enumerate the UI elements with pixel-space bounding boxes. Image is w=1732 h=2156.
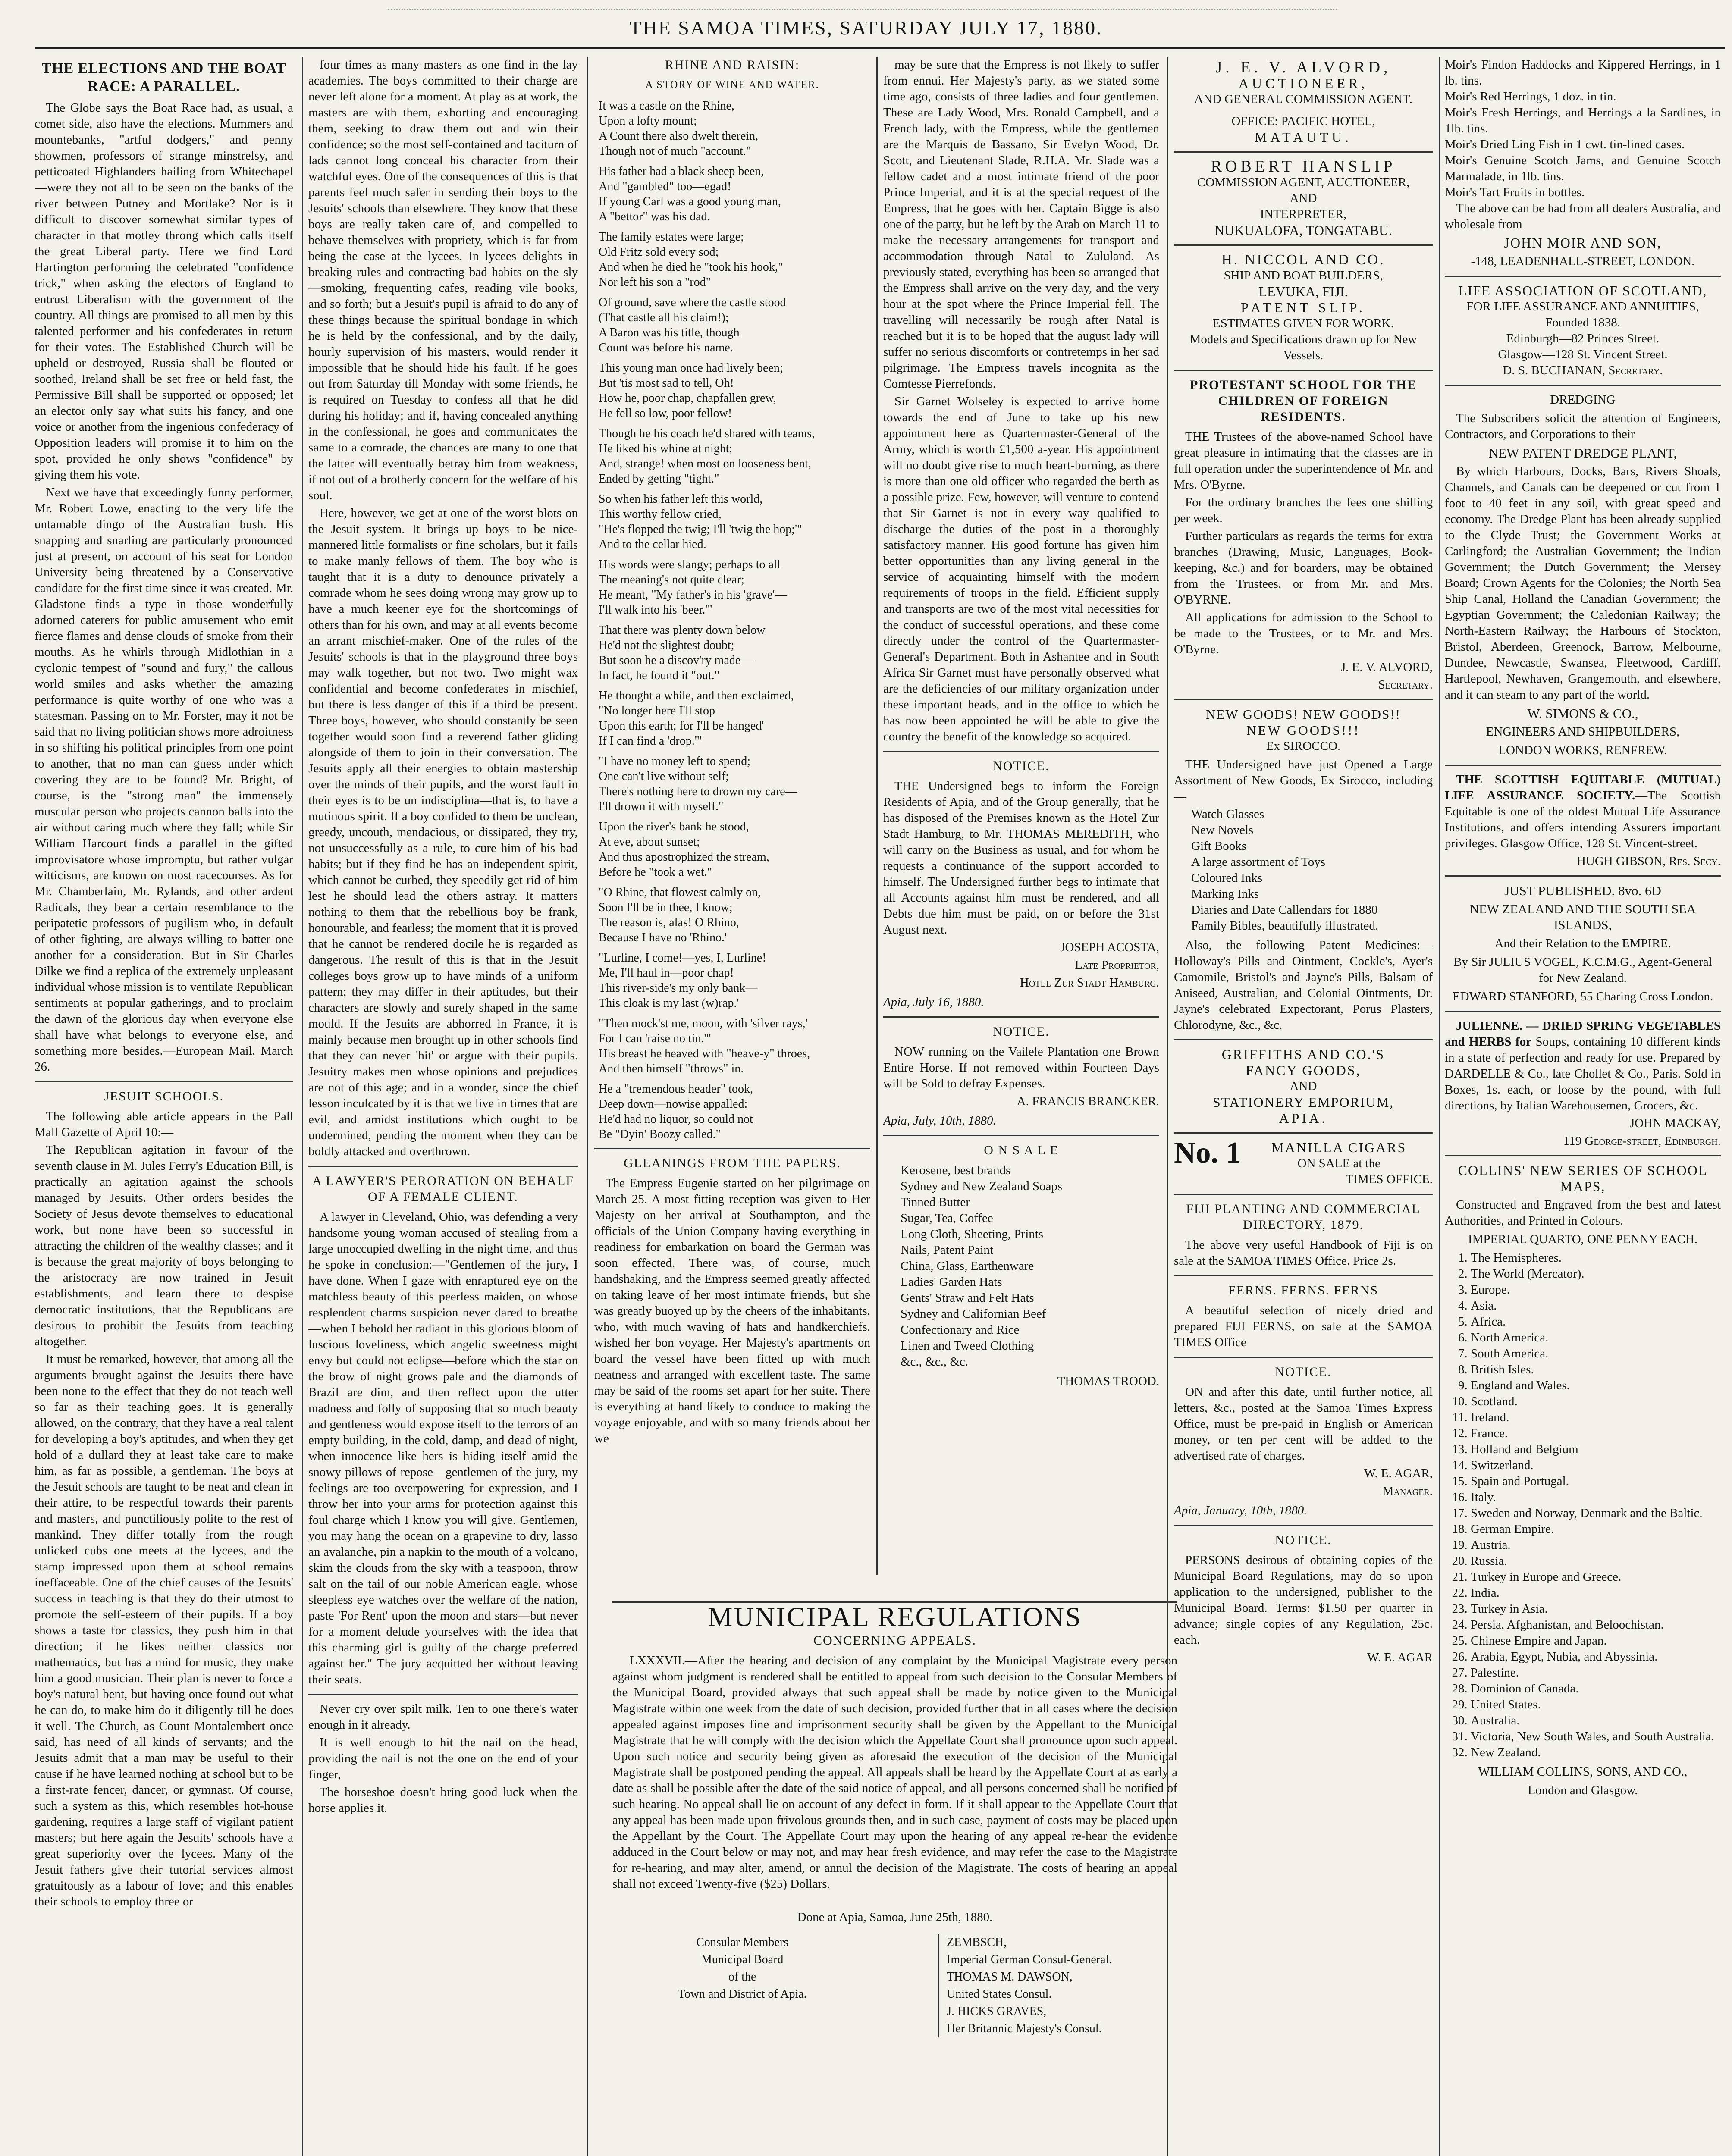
divider	[1445, 1155, 1721, 1156]
ad-line: AND	[1290, 191, 1317, 205]
divider	[1174, 1132, 1433, 1134]
ad-text-inline: —The Scottish Equitable is one of the oldest Mutual Life Assurance Institutions, and offers intending Assurers important privileges. Glasgow Office, 128 St. Vincent-street.	[1445, 789, 1721, 850]
signatory-label: Town and District of Apia.	[678, 1987, 807, 2001]
notice-date: Apia, January, 10th, 1880.	[1174, 1504, 1307, 1517]
column-5	[1174, 57, 1433, 2156]
divider	[308, 1694, 578, 1695]
ad-office: OFFICE: PACIFIC HOTEL,	[1231, 114, 1375, 128]
poem-stanza: This young man once had lively been; But 'tis most sad to tell, Oh! How he, poor chap, chapfallen grew, He fell so low, poor fellow!	[599, 361, 783, 420]
signatory-name: THOMAS M. DAWSON,	[947, 1970, 1073, 1984]
ad-place: NUKUALOFA, TONGATABU.	[1214, 222, 1393, 238]
moir-product: Moir's Genuine Scotch Jams, and Genuine Scotch Marmalade, in 1lb. tins.	[1445, 154, 1721, 183]
goods-item: Watch Glasses	[1191, 807, 1264, 821]
map-item: 2. The World (Mercator).	[1471, 1266, 1721, 1282]
divider	[35, 1081, 293, 1082]
sale-item: Sydney and New Zealand Soaps	[901, 1179, 1063, 1193]
sale-item: Kerosene, best brands	[901, 1163, 1011, 1177]
divider	[1174, 1275, 1433, 1276]
article-paragraph: The Empress Eugenie started on her pilgrimage on March 25. A most fitting reception was given to Her Majesty on her arrival at Southampton, and the officials of the Union Company having everything in readiness for embarkation on board the German was soon effected. There was, of course, much handshaking, and the Empress seemed greatly affected on taking leave of her most intimate friends, but she was greatly buoyed up by the cheers of the inhabitants, who, with much waving of hats and handkerchiefs, wished her bon voyage. Her Majesty's apartments on board the vessel have been fitted up with much neatness and arranged with excellent taste. The same may be said of the rooms set apart for her suite. There is everything at hand likely to conduce to making the voyage enjoyable, and with so many friends about her we	[594, 1176, 870, 1445]
sale-item: Gents' Straw and Felt Hats	[901, 1291, 1034, 1305]
municipal-signatories	[612, 1934, 1177, 2037]
goods-item: Marking Inks	[1191, 887, 1259, 901]
map-item: 26. Arabia, Egypt, Nubia, and Abyssinia.	[1471, 1649, 1721, 1665]
ad-text: For the ordinary branches the fees one shilling per week.	[1174, 495, 1433, 525]
municipal-title: MUNICIPAL REGULATIONS	[708, 1601, 1082, 1632]
sale-item: China, Glass, Earthenware	[901, 1259, 1034, 1273]
map-item: 6. North America.	[1471, 1330, 1721, 1346]
map-item: 11. Ireland.	[1471, 1410, 1721, 1426]
map-item: 7. South America.	[1471, 1346, 1721, 1362]
ad-niccol	[1174, 252, 1433, 364]
signatory-name: Imperial German Consul-General.	[947, 1953, 1112, 1966]
notice-date: Apia, July, 10th, 1880.	[883, 1114, 996, 1128]
ad-name: H. NICCOL AND CO.	[1221, 252, 1385, 268]
ad-heading: FIJI PLANTING AND COMMERCIAL DIRECTORY, 1879.	[1186, 1202, 1421, 1232]
ad-heading: LIFE ASSOCIATION OF SCOTLAND,	[1458, 283, 1707, 298]
ad-text: By which Harbours, Docks, Bars, Rivers Shoals, Channels, and Canals can be deepened or cut from 1 foot to 40 feet in any soil, with great speed and economy. The Dredge Plant has been already supplied to the Clyde Trust; the Government Works at Carlingford; the Australian Government; the Indian Government; the Dutch Government; the Mersey Board; Crown Agents for the Colonies; the North Sea Ship Canal, Holland the Canadian Government; the Egyptian Government; the Caledonian Railway; the North-Eastern Railway; the Harbours of Stockton, Bristol, Aberdeen, Greenock, Barrow, Melbourne, Dundee, Newcastle, Swansea, Fleetwood, Cardiff, Hartlepool, Newhaven, Grangemouth, and elsewhere, and it can steam to any part of the world.	[1445, 464, 1721, 702]
map-item: 21. Turkey in Europe and Greece.	[1471, 1569, 1721, 1585]
sale-item: &c., &c., &c.	[901, 1355, 969, 1369]
sale-item: Linen and Tweed Clothing	[901, 1339, 1034, 1353]
signature: 119 George-street, Edinburgh.	[1563, 1134, 1721, 1148]
notice-text: NOW running on the Vailele Plantation one Brown Entire Horse. If not removed within Fourteen Days will be Sold to defray Expenses.	[883, 1045, 1159, 1091]
ad-text: THE Trustees of the above-named School have great pleasure in intimating that the classes are in full operation under the superintendence of Mr. and Mrs. O'Byrne.	[1174, 430, 1433, 492]
map-item: 15. Spain and Portugal.	[1471, 1473, 1721, 1489]
map-item: 10. Scotland.	[1471, 1394, 1721, 1410]
sale-item: Sydney and Californian Beef	[901, 1307, 1046, 1321]
map-item: 19. Austria.	[1471, 1537, 1721, 1553]
goods-item: Diaries and Date Callendars for 1880	[1191, 903, 1378, 917]
filler-paragraph: The horseshoe doesn't bring good luck when the horse applies it.	[308, 1785, 578, 1815]
poem-stanza: "O Rhine, that flowest calmly on, Soon I'll be in thee, I know; The reason is, alas! O Rhino, Because I have no 'Rhino.'	[599, 886, 761, 944]
masthead-dotted-rule	[388, 9, 1337, 11]
municipal-done: Done at Apia, Samoa, June 25th, 1880.	[797, 1910, 993, 1924]
column-rule	[876, 57, 878, 1575]
divider	[883, 751, 1159, 752]
map-item: 14. Switzerland.	[1471, 1457, 1721, 1473]
signature: THOMAS TROOD.	[1057, 1374, 1159, 1388]
map-item: 12. France.	[1471, 1426, 1721, 1442]
ad-line: NEW ZEALAND AND THE SOUTH SEA ISLANDS,	[1469, 902, 1696, 932]
signature: Hotel Zur Stadt Hamburg.	[1020, 976, 1159, 990]
ad-heading: THE SCOTTISH EQUITABLE (MUTUAL) LIFE ASSURANCE SOCIETY.	[1445, 773, 1721, 802]
column-6	[1445, 57, 1721, 2156]
map-item: 24. Persia, Afghanistan, and Beloochistan.	[1471, 1617, 1721, 1633]
notice-heading: NOTICE.	[1275, 1533, 1332, 1547]
ad-hanslip	[1174, 159, 1433, 238]
poem-stanza: "Then mock'st me, moon, with 'silver rays,' For I can 'raise no tin.'" His breast he heaved with "heave-y" throes, And then himself "throws" in.	[599, 1017, 810, 1075]
article-paragraph: Sir Garnet Wolseley is expected to arrive home towards the end of June to take up his new appointment here as Quartermaster-General of the Army, which is worth £1,500 a-year. His appointment will no doubt give rise to much heart-burning, as there is more than one old officer who regarded the berth as a possible prize. Few, however, will venture to contend that Sir Garnet is not in every way qualified to discharge the duties of the post in a thoroughly satisfactory manner. His good fortune has given him better opportunities than any living general in the service of acquainting himself with the modern requirements of troops in the field. Efficient supply and transports are two of the most vital necessities for the conduct of successful operations, and these come directly under the control of the Quartermaster-General's Department. Both in Ashantee and in South Africa Sir Garnet must have personally observed what are the deficiencies of our military organization under these important heads, and in the office to which he has now been appointed he will be able to give the country the benefit of the knowledge so acquired.	[883, 395, 1159, 743]
article-paragraph: four times as many masters as one find in the lay academies. The boys committed to their charge are never left alone for a moment. At play as at work, the masters are with them, exhorting and encouraging them, seeking to draw them out and win their confidence; so the most self-contained and taciturn of lads cannot long conceal his character from their watchful eyes. One of the consequences of this is that parents feel much safer in sending their boys to the Jesuits' schools than elsewhere. They know that these boys are really taken care of, and compelled to behave themselves with propriety, which is far from being the case at the lycees. In lycees delights in breaking rules and contracting bad habits on the sly—smoking, frequenting cafes, reading vile books, and so forth; but a Jesuit's pupil is afraid to do any of these things because the spiritual bondage in which he is held by the confessional, and by the daily, hourly supervision of his masters, would render it impossible that he should hide his fault. If he goes out from Saturday till Monday with some friends, he is required on Tuesday to confess all that he did during his holiday; and if, having concealed anything in the confessional, he goes and communicates the same to a comrade, the chances are many to one that the latter will eventually betray him from weakness, if not out of a brotherly concern for the welfare of his soul.	[308, 58, 578, 502]
municipal-text: LXXXVII.—After the hearing and decision of any complaint by the Municipal Magistrate every person against whom judgment is rendered shall be entitled to appeal from such decision to the Consular Members of the Municipal Board, provided always that such appeal shall be made by notice given to the Municipal Magistrate within one week from the date of such decision, provided further that in all cases where the decision appealed against imposes fine and imprisonment security shall be given by the Appellant to the Municipal Magistrate that he will comply with the decision which the Appellate Court shall pronounce upon such appeal. Upon such notice and security being given as aforesaid the execution of the decision of the Municipal Magistrate shall be postponed pending the appeal. All appeals shall be heard by the Appellate Court at as early a date as shall be possible after the date of the said notice of appeal, and all persons concerned shall be notified of such hearing. No appeal shall lie on account of any defect in form. If it shall appear to the Appellate Court that any appeal has been made upon frivolous grounds then, and in such case, payment of costs may be placed upon the Appellant by the Court. The Appellate Court may upon the hearing of any appeal re-hear the evidence adduced in the Court below or may not, and may hear fresh evidence, and may refer the case to the Magistrate for re-hearing, and may alter, amend, or annul the decision of the Magistrate. The costs of hearing an appeal shall not exceed Twenty-five ($25) Dollars.	[612, 1654, 1177, 1891]
article-paragraph: The Republican agitation in favour of the seventh clause in M. Jules Ferry's Education Bill, is practically an agitation against the schools managed by Jesuits. Other orders besides the Society of Jesus devote themselves to educational work, but none have been so successful in attracting the children of the wealthy classes; and it is because the great majority of boys belonging to the aristocracy are now trained in Jesuit establishments, and learn there to despise democratic institutions, that the Republicans are desirous to prohibit the Jesuits from teaching altogether.	[35, 1143, 293, 1348]
ad-line: ENGINEERS AND SHIPBUILDERS,	[1486, 725, 1680, 739]
signature: Late Proprietor,	[1075, 958, 1159, 972]
moir-product: Moir's Dried Ling Fish in 1 cwt. tin-lined cases.	[1445, 138, 1685, 151]
ad-text: Also, the following Patent Medicines:—Holloway's Pills and Ointment, Cockle's, Ayer's Camomile, Bristol's and Jayne's Pills, Balsam of Aniseed, Australian, and Colonial Ointments, Dr. Jayne's celebrated Expectorant, Porus Plasters, Chlorodyne, &c., &c.	[1174, 938, 1433, 1032]
ad-place: MATAUTU.	[1255, 129, 1352, 145]
column-4	[883, 57, 1159, 1583]
signatory-names	[938, 1934, 1112, 2037]
poem-stanza: Upon the river's bank he stood, At eve, about sunset; And thus apostrophized the stream, Before he "took a wet."	[599, 820, 769, 879]
ad-cigars	[1174, 1136, 1433, 1188]
map-item: 13. Holland and Belgium	[1471, 1442, 1721, 1457]
column-rule	[1439, 57, 1440, 2156]
map-item: 3. Europe.	[1471, 1282, 1721, 1298]
sale-item: Tinned Butter	[901, 1195, 970, 1209]
divider	[1174, 151, 1433, 153]
ad-heading: JUST PUBLISHED. 8vo. 6D	[1504, 883, 1661, 898]
divider	[1174, 1194, 1433, 1195]
map-item: 17. Sweden and Norway, Denmark and the Baltic.	[1471, 1505, 1721, 1521]
ad-heading: DREDGING	[1550, 393, 1616, 407]
moir-product-list	[1445, 57, 1721, 201]
divider	[1174, 1039, 1433, 1040]
ad-place: LEVUKA, FIJI.	[1258, 284, 1348, 299]
ad-alvord	[1174, 60, 1433, 145]
signatory-name: United States Consul.	[947, 1987, 1052, 2001]
ad-line: By Sir JULIUS VOGEL, K.C.M.G., Agent-General for New Zealand.	[1453, 955, 1712, 985]
map-item: 27. Palestine.	[1471, 1665, 1721, 1681]
municipal-regulations	[612, 1595, 1177, 2037]
article-heading-gleanings: GLEANINGS FROM THE PAPERS.	[624, 1156, 841, 1170]
divider	[1445, 765, 1721, 766]
divider	[883, 1016, 1159, 1018]
masthead-rule	[35, 47, 1725, 49]
poem-stanza: That there was plenty down below He'd not the slightest doubt; But soon he a discov'ry made— In fact, he found it "out."	[599, 624, 766, 682]
article-paragraph: Next we have that exceedingly funny performer, Mr. Robert Lowe, enacting to the very life the untamable dingo of the Australian bush. His snapping and snarling are particularly pronounced just at present, on account of his seat for London University being threatened by a Conservative candidate for the first time since it was created. Mr. Gladstone finds a type in those wonderfully adorned caterers for public amusement who emit fierce flames and dense clouds of smoke from their mouths. As he whirls through Midlothian in a cyclonic tempest of "sound and fury," the callous world smiles and asks whether the amazing performance is quite worthy of one who was a statesman. Passing on to Mr. Forster, may it not be said that no living politician shows more adroitness in so shifting his political principles from one point to another, that no man can guess under which covering they are to be found? Mr. Bright, of course, is the "strong man" the immensely muscular person who projects cannon balls into the air without caring much where they fall; while Sir William Harcourt finds a parallel in the gifted improvisatore whose impromptu, but rather vulgar witticisms, are known on most racecourses. As for Mr. Chamberlain, Mr. Rylands, and other ardent Radicals, they bear a certain resemblance to the peripatetic professors of pugilism who, in default of other fighting, are always willing to batter one another for a consideration. But in Sir Charles Dilke we find a replica of the extremely unpleasant individual whose mission is to ventilate Republican sentiments at popular gatherings, and to proclaim the dawn of the glorious day when everyone else shall have what belongs to everyone else, and something more besides.—European Mail, March 26.	[35, 486, 293, 1074]
goods-item: Coloured Inks	[1191, 871, 1263, 885]
map-item: 29. United States.	[1471, 1697, 1721, 1713]
map-item: 4. Asia.	[1471, 1298, 1721, 1314]
ad-line: PATENT SLIP.	[1241, 300, 1366, 315]
column-1	[35, 57, 293, 2156]
map-item: 16. Italy.	[1471, 1489, 1721, 1505]
ad-text: A beautiful selection of nicely dried and prepared FIJI FERNS, on sale at the SAMOA TIMES Office	[1174, 1304, 1433, 1349]
signature: W. E. AGAR	[1367, 1651, 1433, 1664]
goods-item: A large assortment of Toys	[1191, 855, 1326, 869]
article-heading-elections: THE ELECTIONS AND THE BOAT RACE: A PARALLEL.	[41, 60, 286, 94]
article-heading-lawyer: A LAWYER'S PERORATION ON BEHALF OF A FEMALE CLIENT.	[312, 1174, 574, 1204]
ad-name: JOHN MOIR AND SON,	[1504, 235, 1662, 251]
ad-life-association	[1445, 283, 1721, 379]
signature: Manager.	[1382, 1484, 1433, 1498]
ad-text	[1445, 772, 1721, 852]
signature: JOSEPH ACOSTA,	[1060, 940, 1159, 954]
divider	[1174, 1525, 1433, 1526]
ad-title: AUCTIONEER,	[1238, 75, 1368, 91]
poem-stanza: His father had a black sheep been, And "gambled" too—egad! If young Carl was a good young man, A "bettor" was his dad.	[599, 165, 781, 223]
poem-stanza: The family estates were large; Old Fritz sold every sod; And when he died he "took his hook," Nor left his son a "rod"	[599, 230, 783, 289]
ad-line: IMPERIAL QUARTO, ONE PENNY EACH.	[1468, 1232, 1698, 1246]
signatory-name: J. HICKS GRAVES,	[947, 2005, 1047, 2018]
ad-name: W. SIMONS & CO.,	[1527, 706, 1638, 721]
filler-paragraph: Never cry over spilt milk. Ten to one there's water enough in it already.	[308, 1702, 578, 1732]
ad-text: The Subscribers solicit the attention of Engineers, Contractors, and Corporations to their	[1445, 411, 1721, 441]
map-item: 18. German Empire.	[1471, 1521, 1721, 1537]
signature: JOHN MACKAY,	[1629, 1116, 1721, 1130]
ad-text: All applications for admission to the School to be made to the Trustees, or to Mr. and Mrs. O'Byrne.	[1174, 611, 1433, 656]
ad-line: EDWARD STANFORD, 55 Charing Cross London.	[1452, 990, 1713, 1003]
ad-heading: NEW GOODS!!!	[1246, 723, 1360, 738]
ad-heading: NEW GOODS! NEW GOODS!!	[1206, 707, 1401, 722]
signature: Secretary.	[1378, 678, 1433, 692]
ad-text: The above very useful Handbook of Fiji is on sale at the SAMOA TIMES Office. Price 2s.	[1174, 1238, 1433, 1268]
ad-address: London and Glasgow.	[1528, 1783, 1638, 1797]
newspaper-title: THE SAMOA TIMES, SATURDAY JULY 17, 1880.	[629, 17, 1103, 39]
article-paragraph: Here, however, we get at one of the worst blots on the Jesuit system. It brings up boys to be nice-mannered little formalists or fine scholars, but it fails to make manly fellows of them. The boy who is taught that it is a duty to denounce privately a comrade whom he sees doing wrong may grow up to have a much keener eye for the shortcomings of others than for his own, and may at all events become an arrant mischief-maker. One of the rules of the Jesuits' schools is that in the playground three boys may walk together, but not two. Two might wax confidential and become confederates in mischief, but there is less danger of this if a third be present. Three boys, however, who should constantly be seen together would soon find a reverend father gliding alongside of them to join in their conversation. The Jesuits apply all their energies to obtain mastership over the minds of their pupils, and the worst fault in their eyes is to be un indisciplina—that is, to have a mutinous spirit. If a boy confided to them be unclean, greedy, uncouth, mendacious, or dissipated, they try, not unsuccessfully as a rule, to cure him of his bad habits; but if they find he has an independent spirit, which cannot be curbed, they speedily get rid of him lest he should lead the others astray. It matters nothing to them that the rebellious boy be frank, honourable, and fearless; the moment that it is proved that he cannot be rendered docile he is regarded as dangerous. The result of this is that in the Jesuit colleges boys grow up to have minds of a uniform pattern; they may differ in their aptitudes, but their characters are slowly and surely shaped in the same mould. If the Jesuits are abhorred in France, it is mainly because men brought up in other schools find that they can never 'hit' or argue with their pupils. Jesuitry makes men whose opinions and prejudices are not of this age; and in a wonder, since the chief lesson inculcated by it is that we live in times that are evil, and amidst institutions which ought to be undermined, pending the moment when they can be boldly attacked and overthrown.	[308, 506, 578, 1158]
ad-text	[1445, 1018, 1721, 1114]
ad-line: And their Relation to the EMPIRE.	[1494, 937, 1671, 950]
poem-stanza: Though he his coach he'd shared with teams, He liked his whine at night; And, strange! when most on looseness bent, Ended by getting "tight."	[599, 427, 815, 486]
column-rule	[1167, 57, 1168, 2156]
poem-stanza: Of ground, save where the castle stood (That castle all his claim!); A Baron was his title, though Count was before his name.	[599, 296, 786, 354]
ad-heading: JULIENNE. — DRIED SPRING VEGETABLES and HERBS for	[1445, 1019, 1721, 1049]
ad-line: GRIFFITHS AND CO.'S	[1221, 1047, 1385, 1062]
poem-stanza: "I have no money left to spend; One can't live without self; There's nothing here to drown my care— I'll drown it with myself."	[599, 755, 797, 813]
ad-address: -148, LEADENHALL-STREET, LONDON.	[1471, 254, 1695, 268]
ad-signature: WILLIAM COLLINS, SONS, AND CO.,	[1478, 1765, 1688, 1779]
cigar-number: No. 1	[1174, 1136, 1241, 1169]
sale-item: Sugar, Tea, Coffee	[901, 1211, 993, 1225]
poem-stanza: He a "tremendous header" took, Deep down—nowise appalled: He'd had no liquor, so could not Be "Dyin' Boozy called."	[599, 1082, 753, 1141]
sale-item: Ladies' Garden Hats	[901, 1275, 1002, 1289]
signature: A. FRANCIS BRANCKER.	[1017, 1094, 1159, 1108]
filler-paragraph: It is well enough to hit the nail on the head, providing the nail is not the one on the end of your finger,	[308, 1736, 578, 1781]
divider	[308, 1166, 578, 1167]
ad-text: Further particulars as regards the terms for extra branches (Drawing, Music, Languages, Book-keeping, &c.) and for boarders, may be obtained from the Trustees, or from Mr. and Mrs. O'BYRNE.	[1174, 529, 1433, 607]
poem-stanza: "Lurline, I come!—yes, I, Lurline! Me, I'll haul in—poor chap! This river-side's my only bank— This cloak is my last (w)rap.'	[599, 951, 766, 1010]
signature: W. E. AGAR,	[1364, 1467, 1433, 1480]
ad-line: STATIONERY EMPORIUM,	[1212, 1094, 1394, 1110]
article-paragraph: may be sure that the Empress is not likely to suffer from ennui. Her Majesty's party, as we stated some time ago, consists of three ladies and four gentlemen. These are Lady Wood, Mrs. Ronald Campbell, and a French lady, with the Empress, while the gentlemen are the Marquis de Bassano, Sir Evelyn Wood, Dr. Scott, and Lieutenant Slade, R.H.A. Mr. Slade was a fellow cadet and a most intimate friend of the poor Prince Imperial, and it is at the special request of the Empress, that he goes with her. Captain Bigge is also one of the party, but he left by the Arab on March 11 to make the necessary arrangements for transport and accommodation through Natal to Zululand. As previously stated, everything has been so arranged that the Empress shall arrive on the very day, and the very hour at the spot where the Prince Imperial fell. The travelling will necessarily be rough after Natal is reached but it is to be hoped that the august lady will suffer no serious discomforts or contretemps in her sad pilgrimage. The Empress travels incognita as the Comtesse Pierrefonds.	[883, 58, 1159, 391]
sale-item: Confectionary and Rice	[901, 1323, 1020, 1337]
ad-line: MANILLA CIGARS	[1271, 1140, 1407, 1155]
ad-line: FANCY GOODS,	[1246, 1062, 1361, 1078]
map-item: 8. British Isles.	[1471, 1362, 1721, 1378]
ad-line: COMMISSION AGENT, AUCTIONEER,	[1197, 175, 1410, 189]
ad-heading: COLLINS' NEW SERIES OF SCHOOL MAPS,	[1458, 1163, 1708, 1194]
moir-product: Moir's Tart Fruits in bottles.	[1445, 185, 1585, 199]
ad-line: TIMES OFFICE.	[1346, 1172, 1433, 1186]
ad-griffiths	[1174, 1047, 1433, 1126]
article-paragraph: It must be remarked, however, that among all the arguments brought against the Jesuits there have been none to the effect that they do not teach well so far as their teaching goes. It is generally allowed, on the contrary, that they have a real talent for developing a boy's aptitudes, and when they get hold of a dullard they at least take care to make him, as far as possible, a gentleman. The boys at the Jesuit schools are taught to be neat and clean in their attire, to be respectful towards their parents and masters, and punctiliously polite to the rest of mankind. They differ totally from the rough unlicked cubs one meets at the lycees, and the stamp impressed upon them at school remains ineffaceable. One of the chief causes of the Jesuits' success in teaching is that they do their utmost to promote the self-esteem of their pupils. If a boy shows a taste for classics, they push him in that direction; if he likes neither classics nor mathematics, but has a mind for music, they make him a good musician. Their plan is never to force a boy's natural bent, but having once found out what he can do, to make him do it diligently till he does it well. The Church, as Count Montalembert once said, has need of all kinds of servants; and the Jesuits admit that a man may be useful to their cause if he have learned nothing at school but to be a first-rate fencer, dancer, or gymnast. Of course, such a system as this, which resembles hot-house gardening, requires a large staff of vigilant patient masters; but here again the Jesuits' schools have a great superiority over the lycees. Many of the Jesuit fathers give their tutorial services almost gratuitously as a labour of love; and this enables their schools to employ three or	[35, 1352, 293, 1908]
ad-line: APIA.	[1279, 1110, 1328, 1126]
ad-new-goods	[1174, 706, 1433, 754]
map-item: 32. New Zealand.	[1471, 1745, 1721, 1761]
signature: J. E. V. ALVORD,	[1341, 660, 1433, 674]
ad-text: THE Undersigned have just Opened a Large Assortment of New Goods, Ex Sirocco, including—	[1174, 758, 1433, 803]
goods-list	[1191, 806, 1433, 934]
notice-heading: NOTICE.	[1275, 1365, 1332, 1379]
signatory-label: of the	[728, 1970, 756, 1984]
notice-text: THE Undersigned begs to inform the Foreign Residents of Apia, and of the Group generally, that he has disposed of the Premises known as the Hotel Zur Stadt Hamburg, to Mr. THOMAS MEREDITH, who will carry on the Business as usual, and for whom he requests a continuance of the support accorded to himself. The Undersigned further begs to intimate that all Accounts against him must be rendered, and all Debts due him must be paid, on or before the 31st August next.	[883, 779, 1159, 937]
notice-text: PERSONS desirous of obtaining copies of the Municipal Board Regulations, may do so upon application to the undersigned, publisher to the Municipal Board. Terms: $1.50 per quarter in advance; single copies of any Regulation, 25c. each.	[1174, 1553, 1433, 1647]
map-item: 28. Dominion of Canada.	[1471, 1681, 1721, 1697]
moir-product: Moir's Findon Haddocks and Kippered Herrings, in 1 lb. tins.	[1445, 58, 1721, 88]
poem-stanza: He thought a while, and then exclaimed, "No longer here I'll stop Upon this earth; for I'll be hanged' If I can find a 'drop.'"	[599, 689, 794, 748]
ad-line: Ex SIROCCO.	[1266, 739, 1341, 753]
poem-title: RHINE AND RAISIN:	[665, 58, 800, 72]
poem-body	[594, 98, 870, 1142]
divider	[1174, 370, 1433, 371]
ad-line: FOR LIFE ASSURANCE AND ANNUITIES,	[1466, 300, 1699, 313]
sale-item: Long Cloth, Sheeting, Prints	[901, 1227, 1044, 1241]
ad-line: Edinburgh—82 Princes Street.	[1506, 332, 1660, 345]
poem-stanza: It was a castle on the Rhine, Upon a lofty mount; A Count there also dwelt therein, Though not of much "account."	[599, 99, 759, 158]
divider	[1174, 1357, 1433, 1358]
sale-heading: O N S A L E	[984, 1143, 1059, 1157]
divider	[883, 1135, 1159, 1136]
signatory-name: ZEMBSCH,	[947, 1936, 1007, 1949]
map-item: 1. The Hemispheres.	[1471, 1250, 1721, 1266]
map-item: 30. Australia.	[1471, 1713, 1721, 1729]
moir-product: Moir's Red Herrings, 1 doz. in tin.	[1445, 90, 1616, 103]
article-paragraph: The following able article appears in the Pall Mall Gazette of April 10:—	[35, 1109, 293, 1139]
signatory-label: Municipal Board	[701, 1953, 784, 1966]
ad-text-inline: Soups, containing 10 different kinds in a state of perfection and ready for use. Prepared by DARDELLE & Co., late Chollet & Co., Paris. Sold in Boxes, 1s. each, or loose by the pound, with full directions, by Italian Warehousemen, Grocers, &c.	[1445, 1035, 1721, 1112]
masthead	[0, 0, 1732, 52]
article-paragraph: A lawyer in Cleveland, Ohio, was defending a very handsome young woman accused of stealing from a large unoccupied dwelling in the night time, and thus he spoke in conclusion:—"Gentlemen of the jury, I have done. When I gaze with enraptured eye on the matchless beauty of this peerless maiden, on whose resplendent charms suspicion never dared to breathe—when I behold her radiant in this glorious bloom of luscious loveliness, which angelic sweetness might envy but could not eclipse—before which the star on the brow of night grows pale and the diamonds of Brazil are dim, and then reflect upon the utter madness and folly of supposing that so much beauty and gentleness would expose itself to the terrors of an empty building, in the cold, damp, and dead of night, when innocence like hers is hiding itself amid the snowy pillows of repose—gentlemen of the jury, my feelings are too overpowering for expression, and I throw her into your arms for protection against this foul charge which I know you will give. Gentlemen, you may hang the ocean on a grapevine to dry, lasso an avalanche, pin a napkin to the mouth of a volcano, skim the clouds from the sky with a teaspoon, throw salt on the tail of our noble American eagle, whose sleepless eye watches over the welfare of the nation, paste 'For Rent' upon the moon and stars—but never for a moment delude yourselves with the idea that this charming girl is guilty of the charge preferred against her." The jury acquitted her without leaving their seats.	[308, 1210, 578, 1686]
goods-item: Gift Books	[1191, 839, 1247, 853]
column-3	[594, 57, 870, 1583]
sale-item: Nails, Patent Paint	[901, 1243, 994, 1257]
ad-line: LONDON WORKS, RENFREW.	[1498, 743, 1667, 757]
signatory-label: Consular Members	[696, 1936, 789, 1949]
ad-line: SHIP AND BOAT BUILDERS,	[1224, 269, 1383, 282]
ad-name: J. E. V. ALVORD,	[1215, 58, 1391, 76]
goods-item: New Novels	[1191, 823, 1254, 837]
map-item: 20. Russia.	[1471, 1553, 1721, 1569]
column-rule	[302, 57, 303, 2156]
poem-stanza: His words were slangy; perhaps to all The meaning's not quite clear; He meant, "My father's in his 'grave'— I'll walk into his 'beer.'"	[599, 558, 787, 617]
ad-signature: D. S. BUCHANAN, Secretary.	[1503, 364, 1663, 377]
ad-line: ESTIMATES GIVEN FOR WORK.	[1213, 317, 1394, 330]
article-paragraph: The Globe says the Boat Race had, as usual, a comet side, also have the elections. Mummers and mountebanks, "artful dodgers," and penny showmen, professors of strange minstrelsy, and petticoated Highlanders hailing from Whitechapel—were they not all to be seen on the banks of the river between Putney and Mortlake? Nor is it difficult to discover somewhat similar types of character in that motley throng which calls itself the great Liberal party. Here we find Lord Hartington performing the celebrated "confidence trick," when asking the electors of England to entrust Liberalism with the government of the country. All things are promised to all men by this talented performer and his confederates in return for their votes. The Established Church will be upheld or destroyed, Russia shall be flouted or soothed, Ireland shall be set free or held fast, the Permissive Bill shall be supported or opposed; let an elector only say what suits his fancy, and one voice or another from the ingenious confederacy of Opposition leaders will promise it to him on the spot, provided he only shows "confidence" by giving them his vote.	[35, 101, 293, 482]
municipal-subtitle: CONCERNING APPEALS.	[813, 1633, 977, 1648]
divider	[1445, 385, 1721, 386]
moir-product: Moir's Fresh Herrings, and Herrings a la Sardines, in 1lb. tins.	[1445, 106, 1721, 135]
notice-text: ON and after this date, until further notice, all letters, &c., posted at the Samoa Times Express Office, must be pre-paid in English or American money, or ten per cent will be added to the advertised rate of charges.	[1174, 1385, 1433, 1463]
ad-text: The above can be had from all dealers Australia, and wholesale from	[1445, 201, 1721, 231]
article-heading-jesuit: JESUIT SCHOOLS.	[104, 1089, 224, 1103]
column-2	[308, 57, 578, 2156]
ad-line: INTERPRETER,	[1260, 207, 1347, 221]
ad-subtitle: AND GENERAL COMMISSION AGENT.	[1194, 92, 1412, 106]
signatory-labels	[678, 1934, 807, 2037]
map-item: 31. Victoria, New South Wales, and South Australia.	[1471, 1729, 1721, 1745]
ad-name: ROBERT HANSLIP	[1211, 157, 1396, 175]
divider	[1445, 875, 1721, 877]
ad-text: Constructed and Engraved from the best and latest Authorities, and Printed in Colours.	[1445, 1198, 1721, 1228]
column-rule	[587, 57, 588, 2156]
poem-subtitle: A STORY OF WINE AND WATER.	[645, 79, 819, 91]
ad-line: NEW PATENT DREDGE PLANT,	[1488, 445, 1677, 461]
ad-line: AND	[1290, 1079, 1317, 1093]
poem-stanza: So when his father left this world, This worthy fellow cried, "He's flopped the twig; I'll 'twig the hop;'" And to the cellar hied.	[599, 492, 802, 551]
ad-line: Glasgow—128 St. Vincent Street.	[1498, 348, 1668, 361]
map-item: 25. Chinese Empire and Japan.	[1471, 1633, 1721, 1649]
ad-heading: FERNS. FERNS. FERNS	[1228, 1283, 1379, 1297]
sale-list	[901, 1163, 1159, 1370]
school-map-list	[1471, 1250, 1721, 1761]
ad-line: Models and Specifications drawn up for New Vessels.	[1189, 332, 1417, 362]
ad-line: Founded 1838.	[1545, 316, 1620, 329]
divider	[1445, 276, 1721, 277]
signature: HUGH GIBSON, Res. Secy.	[1576, 854, 1721, 868]
ad-school-heading: PROTESTANT SCHOOL FOR THE CHILDREN OF FOREIGN RESIDENTS.	[1190, 378, 1417, 424]
divider	[1445, 1011, 1721, 1012]
divider	[1174, 244, 1433, 246]
map-item: 23. Turkey in Asia.	[1471, 1601, 1721, 1617]
notice-heading: NOTICE.	[993, 1025, 1050, 1039]
goods-item: Family Bibles, beautifully illustrated.	[1191, 919, 1379, 933]
map-item: 22. India.	[1471, 1585, 1721, 1601]
map-item: 5. Africa.	[1471, 1314, 1721, 1330]
ad-line: ON SALE at the	[1297, 1156, 1381, 1170]
divider	[594, 1148, 870, 1149]
notice-date: Apia, July 16, 1880.	[883, 995, 984, 1009]
signatory-name: Her Britannic Majesty's Consul.	[947, 2022, 1102, 2035]
divider	[1174, 699, 1433, 700]
notice-heading: NOTICE.	[993, 759, 1050, 773]
map-item: 9. England and Wales.	[1471, 1378, 1721, 1394]
